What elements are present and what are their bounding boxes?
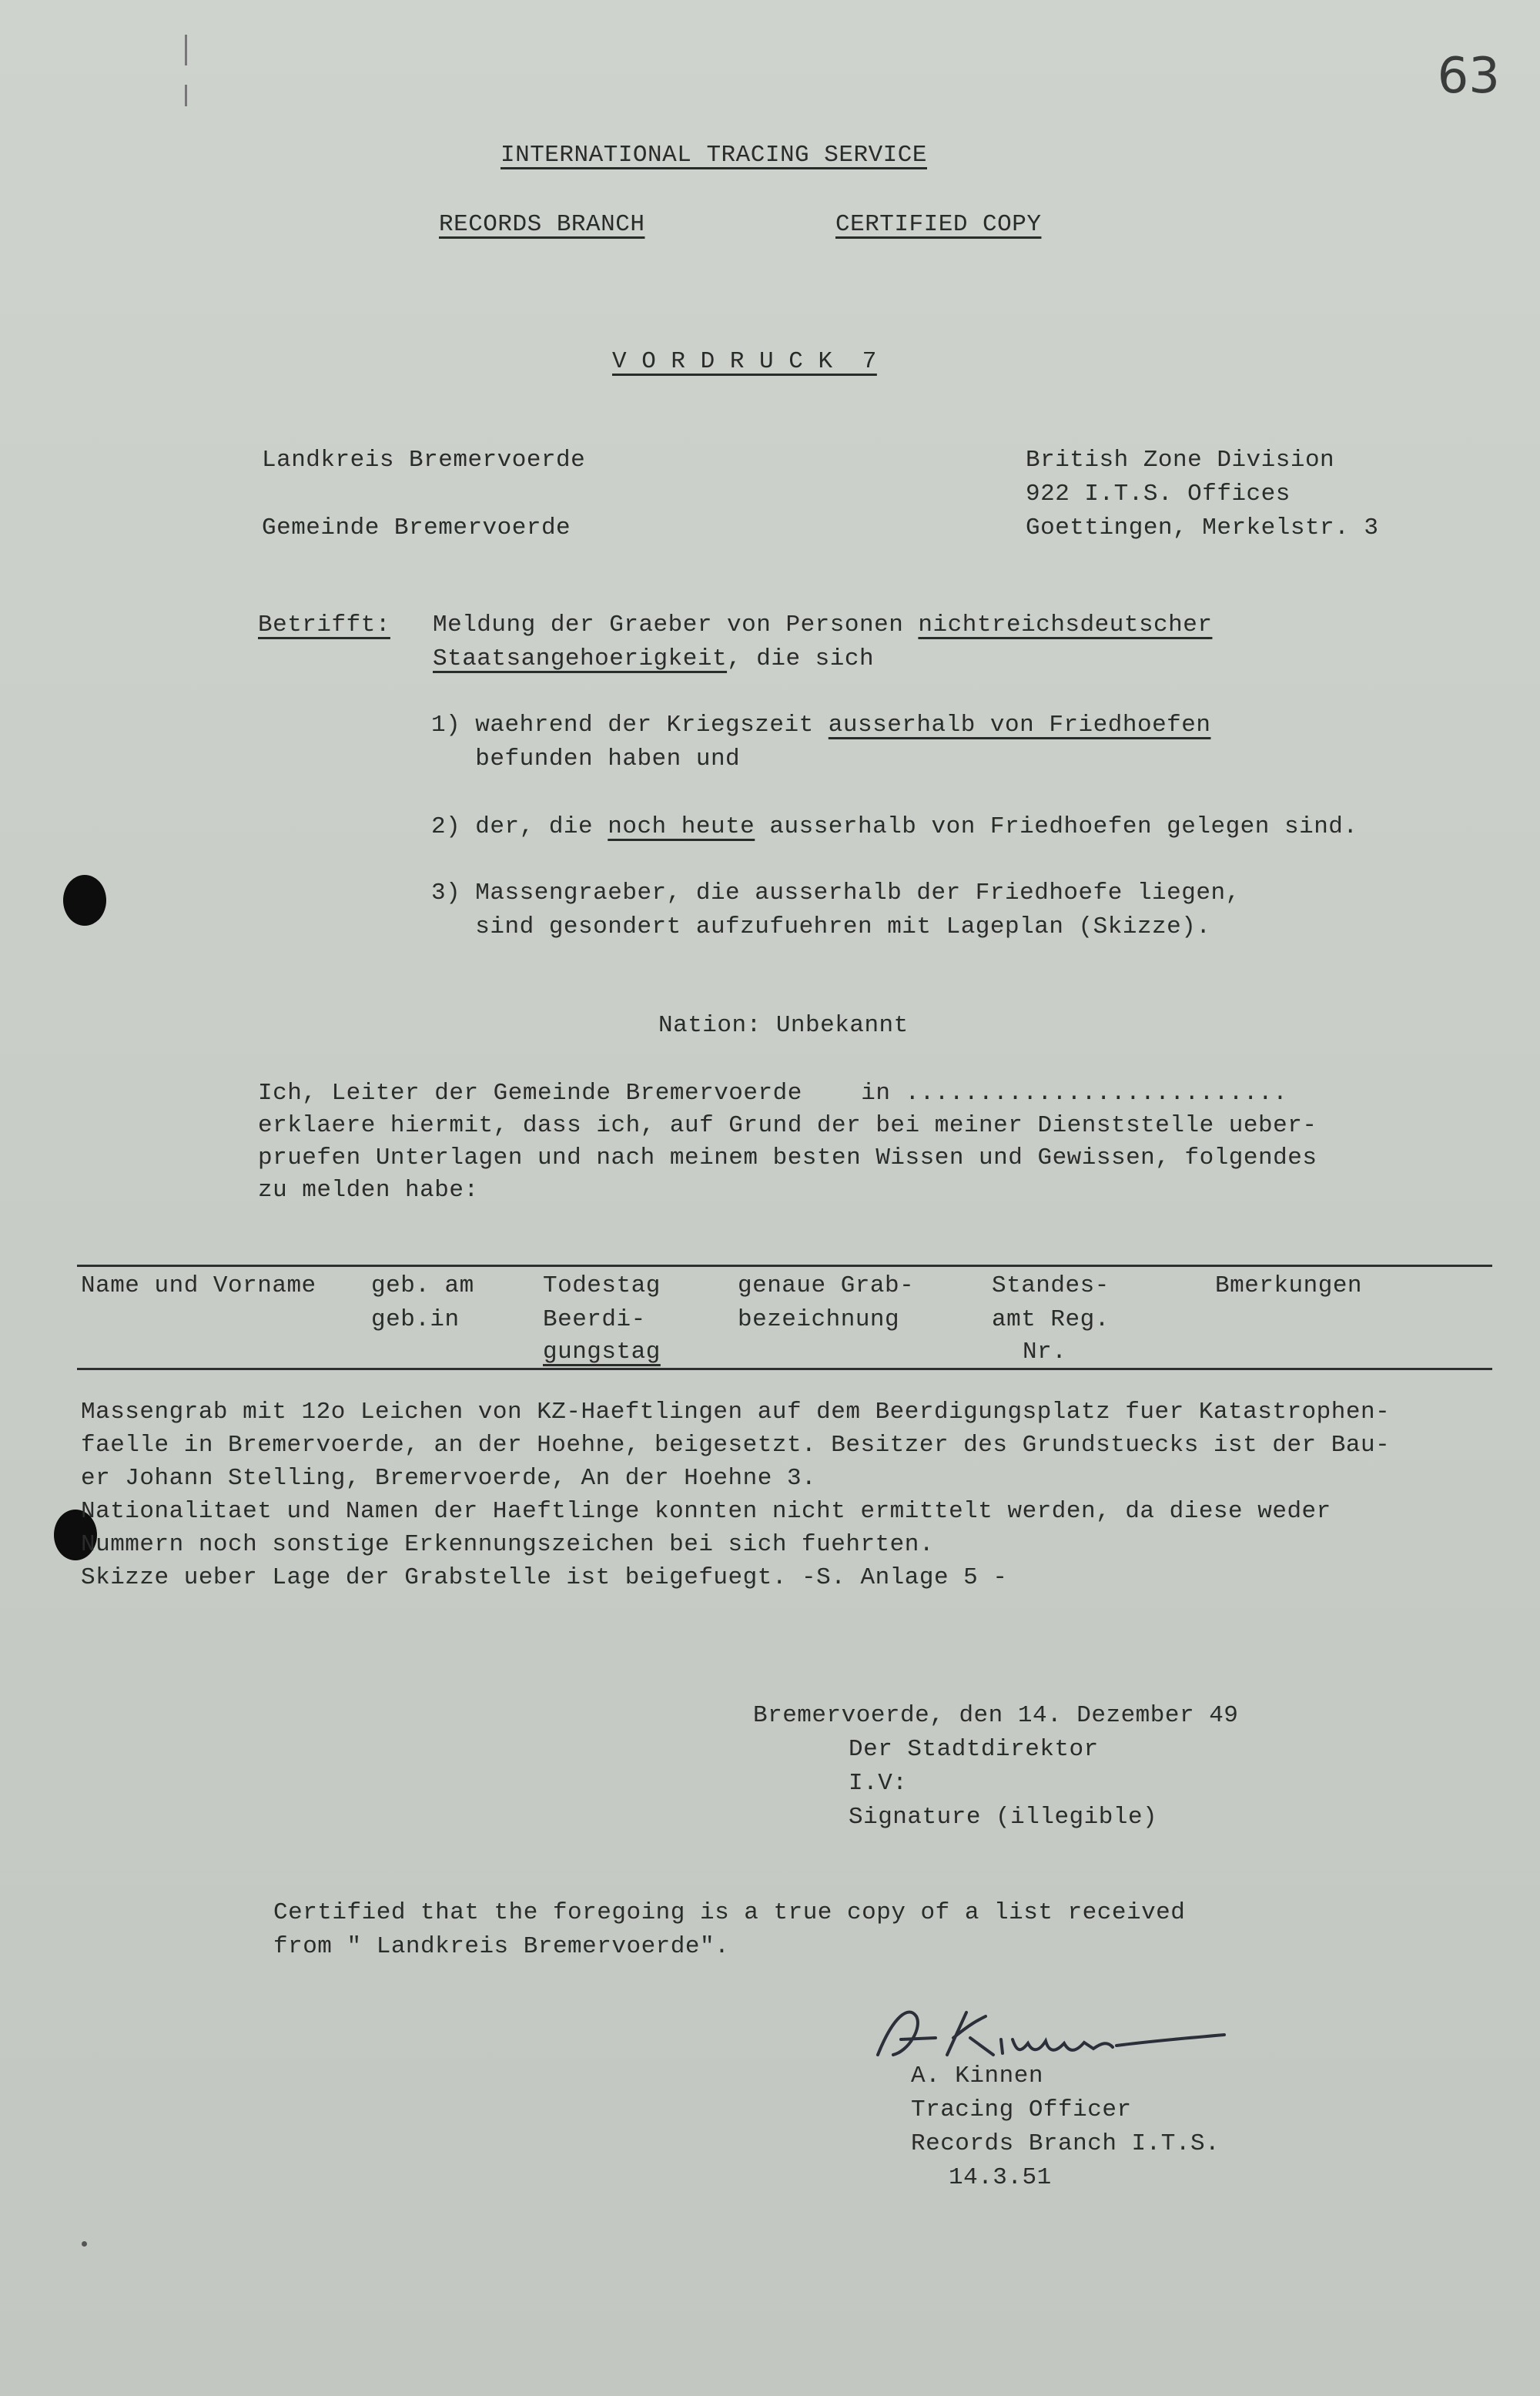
col-beerdi: Beerdi-	[543, 1306, 646, 1333]
certification-line-2: from " Landkreis Bremervoerde".	[273, 1933, 730, 1960]
certification-line-1: Certified that the foregoing is a true copy of a list received	[273, 1899, 1186, 1926]
stadtdirektor: Der Stadtdirektor	[849, 1736, 1099, 1763]
subject-line-2-underlined: Staatsangehoerigkeit	[433, 645, 728, 672]
body-line-6: Skizze ueber Lage der Grabstelle ist beigefuegt. -S. Anlage 5 -	[81, 1564, 1008, 1591]
page-number: 63	[1437, 48, 1500, 105]
subject-item-1	[431, 709, 1210, 742]
item-1-text: 1) waehrend der Kriegszeit	[431, 712, 829, 739]
col-gungstag: gungstag	[543, 1339, 661, 1366]
landkreis-text: Landkreis Bremervoerde	[262, 447, 586, 474]
subject-item-2	[431, 810, 1358, 844]
subject-item-1-cont: befunden haben und	[431, 746, 741, 772]
col-bemerkungen: Bmerkungen	[1215, 1272, 1363, 1299]
subject-line-1-underlined: nichtreichsdeutscher	[918, 612, 1213, 638]
signatory-title: Tracing Officer	[911, 2096, 1132, 2123]
declaration-line-4: zu melden habe:	[258, 1177, 479, 1204]
subject-line-1-text: Meldung der Graeber von Personen	[433, 612, 919, 638]
records-branch-label: RECORDS BRANCH	[439, 211, 645, 238]
subject-line-1	[433, 608, 1212, 642]
body-line-3: er Johann Stelling, Bremervoerde, An der Hoehne 3.	[81, 1465, 817, 1492]
body-line-2: faelle in Bremervoerde, an der Hoehne, beigesetzt. Besitzer des Grundstuecks ist der Bau-	[81, 1432, 1391, 1459]
subject-label: Betrifft:	[258, 612, 390, 638]
nation-line: Nation: Unbekannt	[658, 1012, 909, 1039]
item-2-text-end: ausserhalb von Friedhoefen gelegen sind.	[755, 813, 1358, 840]
item-2-underlined: noch heute	[608, 813, 755, 840]
signatory-office: Records Branch I.T.S.	[911, 2130, 1220, 2157]
col-geb-in: geb.in	[371, 1306, 460, 1333]
col-standes-1: Standes-	[992, 1272, 1110, 1299]
declaration-line-1: Ich, Leiter der Gemeinde Bremervoerde in ..........................	[258, 1080, 1288, 1107]
margin-mark	[185, 35, 187, 65]
declaration-line-2: erklaere hiermit, dass ich, auf Grund der bei meiner Dienststelle ueber-	[258, 1112, 1317, 1139]
iv-line: I.V:	[849, 1770, 908, 1797]
body-line-1: Massengrab mit 12o Leichen von KZ-Haeftlingen auf dem Beerdigungsplatz fuer Katastrophen-	[81, 1399, 1391, 1426]
subject-line-2	[433, 642, 874, 676]
subject-item-3: 3) Massengraeber, die ausserhalb der Friedhoefe liegen,	[431, 880, 1240, 906]
col-name: Name und Vorname	[81, 1272, 316, 1299]
declaration-line-3: pruefen Unterlagen und nach meinem besten Wissen und Gewissen, folgendes	[258, 1144, 1317, 1171]
place-date: Bremervoerde, den 14. Dezember 49	[753, 1702, 1239, 1729]
org-title: INTERNATIONAL TRACING SERVICE	[500, 142, 927, 169]
col-grab-1: genaue Grab-	[738, 1272, 915, 1299]
signatory-name: A. Kinnen	[911, 2063, 1043, 2089]
col-standes-3: Nr.	[1023, 1339, 1067, 1366]
punch-hole-top	[63, 875, 106, 926]
item-2-text: 2) der, die	[431, 813, 608, 840]
signature-note: Signature (illegible)	[849, 1804, 1158, 1831]
division-line: British Zone Division	[1026, 447, 1335, 474]
address-line: Goettingen, Merkelstr. 3	[1026, 514, 1379, 541]
signatory-date: 14.3.51	[949, 2164, 1052, 2191]
col-grab-2: bezeichnung	[738, 1306, 900, 1333]
form-title: V O R D R U C K 7	[612, 348, 877, 375]
gemeinde-text: Gemeinde Bremervoerde	[262, 514, 571, 541]
subject-item-3-cont: sind gesondert aufzufuehren mit Lageplan (Skizze).	[431, 913, 1211, 940]
paper-speck	[82, 2241, 87, 2247]
certified-copy-label: CERTIFIED COPY	[835, 211, 1042, 238]
table-bottom-rule	[77, 1368, 1492, 1370]
body-line-5: Nummern noch sonstige Erkennungszeichen bei sich fuehrten.	[81, 1531, 934, 1558]
offices-line: 922 I.T.S. Offices	[1026, 481, 1291, 508]
col-geb-am: geb. am	[371, 1272, 474, 1299]
table-top-rule	[77, 1265, 1492, 1267]
col-todestag: Todestag	[543, 1272, 661, 1299]
subject-line-2-text: , die sich	[727, 645, 875, 672]
item-1-underlined: ausserhalb von Friedhoefen	[828, 712, 1211, 739]
col-standes-2: amt Reg.	[992, 1306, 1110, 1333]
margin-mark	[185, 85, 187, 106]
body-line-4: Nationalitaet und Namen der Haeftlinge konnten nicht ermittelt werden, da diese weder	[81, 1498, 1331, 1525]
